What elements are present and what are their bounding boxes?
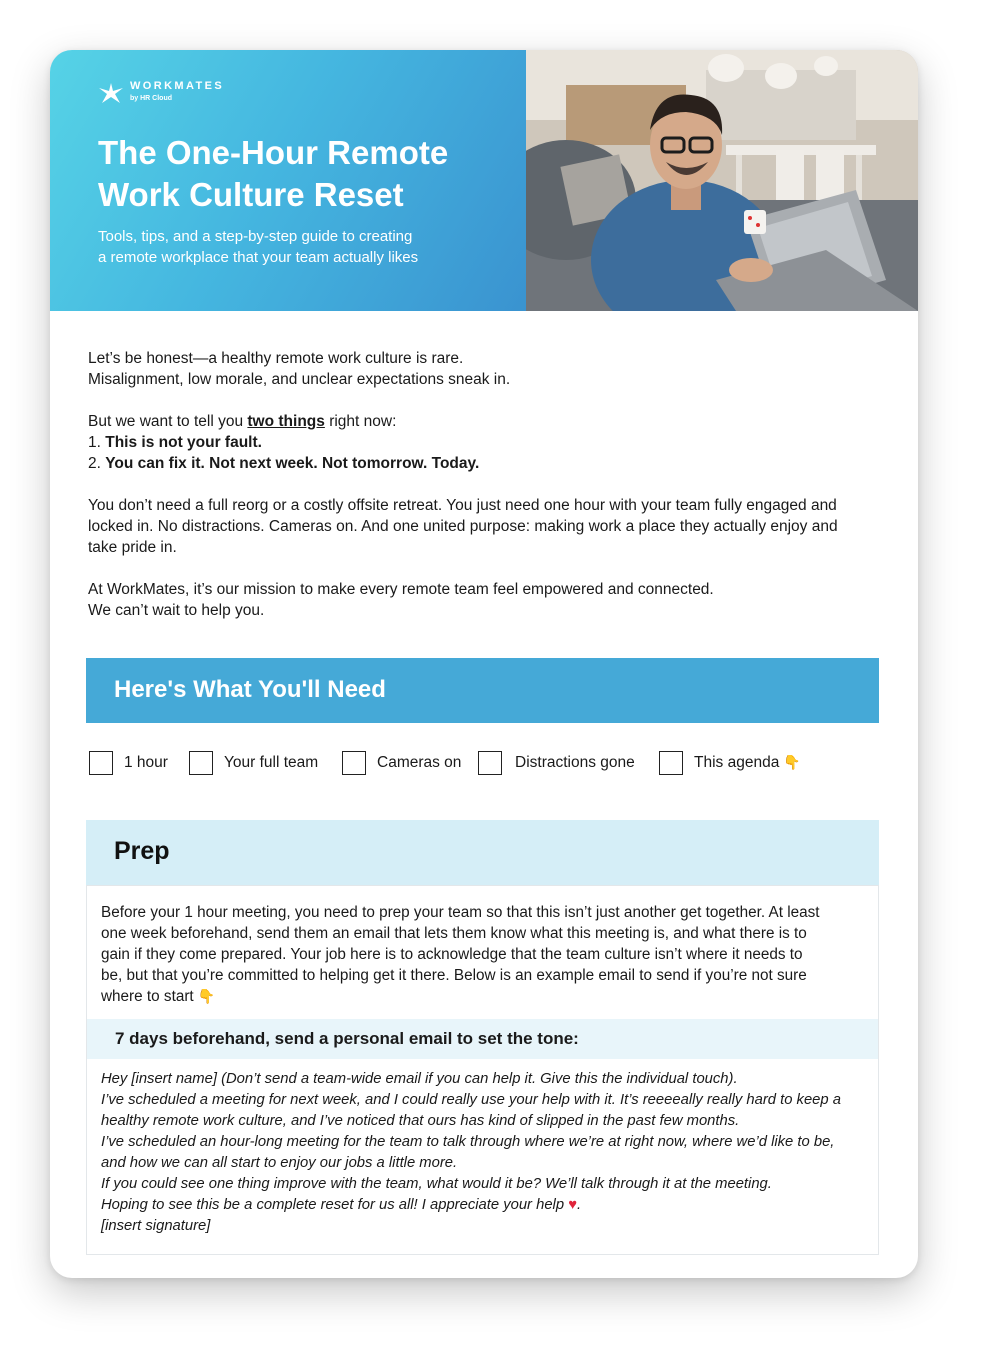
checkbox-label: This agenda [694, 754, 780, 771]
text-line: You don’t need a full reorg or a costly offsite retreat. You just need one hour with your team fully engaged and [88, 497, 837, 514]
text-line: take pride in. [88, 539, 177, 556]
intro-text [88, 348, 880, 642]
checkbox[interactable] [659, 751, 683, 775]
prep-section-header [86, 820, 879, 885]
email-line [101, 1195, 866, 1216]
needs-checklist [89, 750, 889, 778]
text-fragment: where to start [101, 988, 194, 1005]
list-item [88, 453, 880, 474]
checkbox[interactable] [89, 751, 113, 775]
text-line: Before your 1 hour meeting, you need to prep your team so that this isn’t just another get together. At least [101, 904, 820, 921]
needs-section-header [86, 658, 879, 723]
checkbox-label: Distractions gone [515, 754, 635, 771]
text-line: At WorkMates, it’s our mission to make every remote team feel empowered and connected. [88, 581, 714, 598]
text-fragment: . [577, 1197, 582, 1213]
document-page [50, 50, 918, 1278]
email-line: I’ve scheduled a meeting for next week, and I could really use your help with it. It’s reeeeally really hard to keep a [101, 1092, 841, 1108]
section-title: Prep [114, 837, 170, 865]
checkbox[interactable] [478, 751, 502, 775]
page-title [98, 132, 518, 216]
checkbox-label: Your full team [224, 754, 319, 771]
man-with-laptop-photo [526, 50, 918, 311]
list-item [88, 432, 880, 453]
email-line: and how we can all start to enjoy our jobs a little more. [101, 1155, 458, 1171]
text-line: gain if they come prepared. Your job here is to acknowledge that the team culture isn’t where it needs to [101, 946, 803, 963]
subtitle-line: a remote workplace that your team actually likes [98, 249, 419, 266]
pointing-down-hand-icon: 👇 [197, 988, 216, 1004]
text-line [88, 411, 880, 432]
text-line: Let’s be honest—a healthy remote work culture is rare. [88, 350, 464, 367]
text-line: one week beforehand, send them an email that lets them know what this meeting is, and what there is to [101, 925, 807, 942]
page-subtitle [98, 226, 498, 268]
email-line: I’ve scheduled an hour-long meeting for the team to talk through where we’re at right now, where we’d like to be, [101, 1134, 835, 1150]
checkbox[interactable] [342, 751, 366, 775]
checkbox-label-group [694, 754, 801, 772]
list-number: 1. [88, 434, 106, 451]
intro-paragraph [88, 579, 880, 621]
list-number: 2. [88, 455, 106, 472]
section-title: Here's What You'll Need [114, 676, 386, 703]
title-line: Work Culture Reset [98, 176, 404, 213]
workmates-star-logo-icon [98, 82, 124, 104]
email-subheader [87, 1019, 878, 1059]
prep-section-body [86, 885, 879, 1255]
email-line: Hey [insert name] (Don’t send a team-wide email if you can help it. Give this the individual touch). [101, 1071, 738, 1087]
email-template [101, 1069, 866, 1237]
pointing-down-hand-icon: 👇 [783, 754, 801, 770]
checkbox-label: 1 hour [124, 754, 168, 771]
hero-banner [50, 50, 526, 311]
brand-subtitle: by HR Cloud [130, 95, 172, 102]
text-line: Misalignment, low morale, and unclear expectations sneak in. [88, 371, 511, 388]
intro-paragraph [88, 411, 880, 474]
prep-paragraph [101, 902, 866, 1007]
heart-icon: ♥ [568, 1197, 577, 1213]
checkbox-label: Cameras on [377, 754, 462, 771]
intro-paragraph [88, 348, 880, 390]
text-line: locked in. No distractions. Cameras on. And one united purpose: making work a place they actually enjoy and [88, 518, 838, 535]
text-fragment: right now: [324, 413, 397, 430]
list-text: This is not your fault. [105, 434, 262, 451]
text-line: be, but that you’re committed to helping get it there. Below is an example email to send if you’re not sure [101, 967, 807, 984]
emphasis-two-things: two things [247, 413, 325, 430]
text-fragment: But we want to tell you [88, 413, 248, 430]
hero-photo [526, 50, 918, 311]
intro-paragraph [88, 495, 880, 558]
email-line: healthy remote work culture, and I’ve noticed that ours has kind of slipped in the past few months. [101, 1113, 740, 1129]
text-line [101, 986, 866, 1007]
email-line: If you could see one thing improve with the team, what would it be? We’ll talk through it at the meeting. [101, 1176, 772, 1192]
text-fragment: Hoping to see this be a complete reset for us all! I appreciate your help [101, 1197, 565, 1213]
email-signature: [insert signature] [101, 1218, 211, 1234]
checkbox[interactable] [189, 751, 213, 775]
hero-header [50, 50, 918, 311]
title-line: The One-Hour Remote [98, 134, 449, 171]
subtitle-line: Tools, tips, and a step-by-step guide to creating [98, 228, 413, 245]
subsection-title: 7 days beforehand, send a personal email to set the tone: [115, 1029, 579, 1048]
text-line: We can’t wait to help you. [88, 602, 265, 619]
list-text: You can fix it. Not next week. Not tomorrow. Today. [105, 455, 480, 472]
brand-name: WORKMATES [130, 80, 225, 92]
